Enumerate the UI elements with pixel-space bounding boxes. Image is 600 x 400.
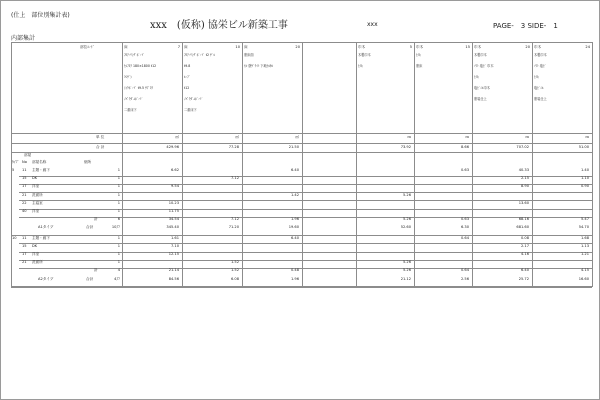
room-label: 部屋 — [24, 153, 32, 157]
column-description: 二重床下 — [124, 108, 137, 112]
subtotal-label: 計 — [94, 217, 98, 222]
total-label: 合 計 — [96, 145, 105, 149]
column-description: t9.8 — [184, 64, 191, 68]
page-indicator: PAGE- 3 SIDE- 1 — [493, 22, 558, 30]
column-description: ｿﾌﾄ 塩ﾋﾞ 巾木 — [474, 64, 494, 68]
subtotal-value: 0.48 — [290, 268, 299, 273]
type-total-count: 10戸 — [111, 225, 120, 230]
value-cell: 9.54 — [170, 184, 179, 189]
type-total-value: 2.56 — [460, 276, 469, 281]
column-description: t12 — [184, 86, 190, 90]
value-cell: 1.42 — [290, 192, 299, 197]
column-divider — [302, 42, 303, 287]
room-name: DK — [32, 176, 38, 181]
type-name: A2タイプ — [38, 276, 54, 281]
room-no: 21 — [22, 192, 27, 197]
column-description: 塩ﾋﾞﾆﾙ巾木 — [474, 86, 490, 90]
column-unit: ㎡ — [175, 135, 179, 139]
column-divider — [242, 42, 243, 287]
type-total-label: 合計 — [86, 225, 94, 230]
column-description: 二重床下 — [184, 108, 197, 112]
type-total-value: 16.60 — [578, 276, 589, 281]
column-description: ｿﾌﾄ 塩ﾋﾞ — [534, 64, 547, 68]
type-total-value: 71.20 — [228, 225, 239, 230]
value-cell: 40.33 — [518, 168, 529, 172]
column-description: ﾋﾉｷ — [416, 53, 421, 57]
column-description: ﾌﾛｱｰﾘﾝｸﾞﾎﾞｰﾄﾞ — [124, 53, 145, 57]
column-description: 塩ﾋﾞﾆﾙ — [534, 86, 544, 90]
value-cell: 1.13 — [580, 243, 589, 248]
column-unit: ㎡ — [295, 135, 299, 139]
room-name: 主寝室 — [32, 200, 43, 205]
part-code-label: 部位ｺｰﾄﾞ — [80, 45, 95, 49]
room-no: 40 — [22, 209, 27, 213]
room-count: 1 — [117, 235, 120, 240]
room-no: 22 — [22, 200, 27, 205]
value-cell: 0.63 — [460, 168, 469, 172]
column-code: 20 — [525, 45, 530, 49]
value-cell: 2.15 — [520, 176, 529, 181]
column-total: 77.28 — [228, 145, 239, 149]
subtotal-value: 7.12 — [230, 217, 239, 222]
type-total-count: 4戸 — [114, 276, 120, 281]
subtotal-value: 5.26 — [402, 217, 411, 222]
column-divider — [592, 42, 593, 287]
column-divider — [356, 42, 357, 287]
column-divider — [122, 42, 123, 287]
room-name: 洗面所 — [32, 192, 43, 197]
column-description: ﾌﾛｱｰﾘﾝｸﾞﾎﾞｰﾄﾞ t2 ｻﾞﾙ — [184, 53, 215, 57]
room-name: DK — [32, 243, 38, 248]
column-description: ﾉﾊﾟﾗﾀﾞﾑﾎﾞｰﾄﾞ — [124, 97, 144, 101]
room-name: 洋室 — [32, 184, 40, 189]
column-divider — [472, 42, 473, 287]
column-description: ﾉﾊﾟﾗﾀﾞﾑﾎﾞｰﾄﾞ — [184, 97, 204, 101]
type-name: A1タイプ — [38, 225, 54, 230]
room-no: 11 — [22, 168, 27, 172]
room-count: 1 — [117, 243, 120, 248]
column-kind: 巾木 — [416, 45, 424, 49]
value-cell: 0.90 — [580, 184, 589, 189]
room-no: 17 — [22, 252, 27, 256]
column-total: 8.66 — [460, 145, 469, 149]
column-code: 7 — [177, 45, 180, 49]
value-cell: 12.15 — [168, 252, 179, 256]
unit-label: 単 位 — [96, 135, 105, 139]
column-total: 73.92 — [400, 145, 411, 149]
subtotal-value: 34.54 — [168, 217, 179, 222]
column-kind: 巾木 — [358, 45, 366, 49]
column-unit: ㎡ — [235, 135, 239, 139]
column-kind: 床 — [244, 45, 248, 49]
value-cell: 1.40 — [580, 168, 589, 172]
value-cell: 2.17 — [520, 243, 529, 248]
type-total-value: 25.72 — [518, 276, 529, 281]
value-cell: 6.62 — [170, 168, 179, 172]
column-code: 24 — [585, 45, 590, 49]
column-unit: ｍ — [585, 135, 589, 139]
subtotal-label: 計 — [94, 268, 98, 273]
column-description: ｾﾐﾌﾛｱ 180×1800 t12 — [124, 64, 157, 68]
value-cell: 1.21 — [580, 252, 589, 256]
room-count: 1 — [117, 184, 120, 189]
subtotal-value: 4.15 — [580, 268, 589, 273]
subtotal-value: 0.63 — [460, 217, 469, 222]
value-cell: 1.61 — [170, 235, 179, 240]
type-total-value: 345.40 — [166, 225, 179, 230]
value-cell: 1.10 — [580, 176, 589, 181]
column-kind: 巾木 — [534, 45, 542, 49]
column-description: 塗床 — [416, 64, 423, 68]
subtotal-value: 0.64 — [460, 268, 469, 273]
value-cell: 7.12 — [230, 176, 239, 181]
type-total-value: 84.56 — [168, 276, 179, 281]
room-name-header: 部屋名称 — [32, 160, 47, 164]
column-description: ﾋﾉｷ — [534, 75, 539, 79]
column-divider — [414, 42, 415, 287]
room-count: 1 — [117, 200, 120, 205]
column-description: ﾋﾉｷ — [358, 64, 363, 68]
value-cell: 5.26 — [402, 192, 411, 197]
subtotal-value: 68.16 — [518, 217, 529, 222]
subtotal-value: 1.96 — [290, 217, 299, 222]
value-cell: 1.52 — [230, 260, 239, 265]
column-total: 21.50 — [288, 145, 299, 149]
type-total-value: 681.60 — [516, 225, 529, 230]
report-code: xxx — [367, 21, 378, 28]
value-cell: 0.64 — [460, 235, 469, 240]
value-cell: 11.75 — [168, 209, 179, 213]
room-no: 15 — [22, 176, 27, 181]
value-cell: 6.40 — [290, 168, 299, 172]
value-cell: 6.40 — [290, 235, 299, 240]
column-description: 塗床面 — [244, 53, 254, 57]
column-total: 51.00 — [578, 145, 589, 149]
room-name: 洋室 — [32, 252, 40, 256]
group-divider — [11, 286, 592, 287]
column-description: 塗装仕上 — [474, 97, 487, 101]
room-no: 21 — [22, 260, 27, 265]
type-number: 10 — [12, 235, 17, 240]
room-count: 1 — [117, 209, 120, 213]
room-count: 1 — [117, 168, 120, 172]
type-number: 5 — [12, 168, 15, 172]
type-header: ﾀｲﾌﾟ — [12, 160, 20, 164]
column-code: 15 — [465, 45, 470, 49]
room-no: 15 — [22, 243, 27, 248]
column-description: 木製巾木 — [474, 53, 487, 57]
column-description: Ｎｻﾞﾝ — [124, 75, 132, 79]
column-code: 5 — [409, 45, 412, 49]
value-cell: 13.60 — [518, 200, 529, 205]
room-name: 主階・廊下 — [32, 168, 50, 172]
type-total-value: 54.70 — [578, 225, 589, 230]
type-total-value: 21.12 — [400, 276, 411, 281]
column-description: 塗装仕上 — [534, 97, 547, 101]
room-name: 洗面所 — [32, 260, 43, 265]
value-cell: 1.68 — [580, 235, 589, 240]
column-unit: ｍ — [525, 135, 529, 139]
type-total-value: 6.08 — [230, 276, 239, 281]
room-no: 11 — [22, 235, 27, 240]
column-description: ｼﾝｸﾎﾞｰﾄﾞ t9.5 ｻﾌﾞﾛｱ — [124, 86, 154, 90]
room-count: 1 — [117, 192, 120, 197]
group-divider — [11, 235, 592, 236]
room-no: 17 — [22, 184, 27, 189]
column-description: 木製巾木 — [358, 53, 371, 57]
column-divider — [532, 42, 533, 287]
value-cell: 4.16 — [520, 252, 529, 256]
column-total: 707.02 — [516, 145, 529, 149]
report-subtitle: 内部集計 — [11, 35, 36, 42]
type-total-value: 6.30 — [460, 225, 469, 230]
column-kind: 床 — [184, 45, 188, 49]
value-cell: 10.23 — [168, 200, 179, 205]
room-count: 1 — [117, 260, 120, 265]
subtotal-count: 4 — [117, 268, 120, 273]
column-unit: ｍ — [465, 135, 469, 139]
column-code: 10 — [235, 45, 240, 49]
room-name: 洋室 — [32, 209, 40, 213]
column-kind: 巾木 — [474, 45, 482, 49]
subtotal-value: 6.40 — [520, 268, 529, 273]
room-count: 1 — [117, 176, 120, 181]
column-kind: 床 — [124, 45, 128, 49]
value-cell: 5.26 — [402, 260, 411, 265]
places-header: 個所 — [84, 160, 92, 164]
column-description: ﾓﾙ 塗ｻﾞﾗｲﾄ 下地ﾓﾙﾀﾙ — [244, 64, 274, 68]
type-total-value: 52.60 — [400, 225, 411, 230]
subtotal-value: 1.52 — [230, 268, 239, 273]
column-unit: ｍ — [407, 135, 411, 139]
column-description: 木製巾木 — [534, 53, 547, 57]
report-category: (仕上 部位別集計表) — [11, 12, 70, 19]
column-total: 429.96 — [166, 145, 179, 149]
table-bottom-border — [11, 287, 592, 288]
type-total-label: 合計 — [86, 276, 94, 281]
column-divider — [182, 42, 183, 287]
subtotal-value: 21.14 — [168, 268, 179, 273]
column-code: 20 — [295, 45, 300, 49]
type-total-value: 1.96 — [290, 276, 299, 281]
subtotal-value: 5.47 — [580, 217, 589, 222]
column-description: ﾙｰﾌﾞ — [184, 75, 191, 79]
value-cell: 7.10 — [170, 243, 179, 248]
subtotal-value: 5.26 — [402, 268, 411, 273]
value-cell: 0.08 — [520, 235, 529, 240]
column-description: ﾋﾉｷ — [474, 75, 479, 79]
no-header: No — [22, 160, 27, 164]
type-total-value: 19.60 — [288, 225, 299, 230]
room-name: 主階・廊下 — [32, 235, 50, 240]
value-cell: 8.90 — [520, 184, 529, 189]
report-title: xxx (仮称) 協栄ビル新築工事 — [150, 20, 288, 31]
subtotal-count: 6 — [117, 217, 120, 222]
room-count: 1 — [117, 252, 120, 256]
